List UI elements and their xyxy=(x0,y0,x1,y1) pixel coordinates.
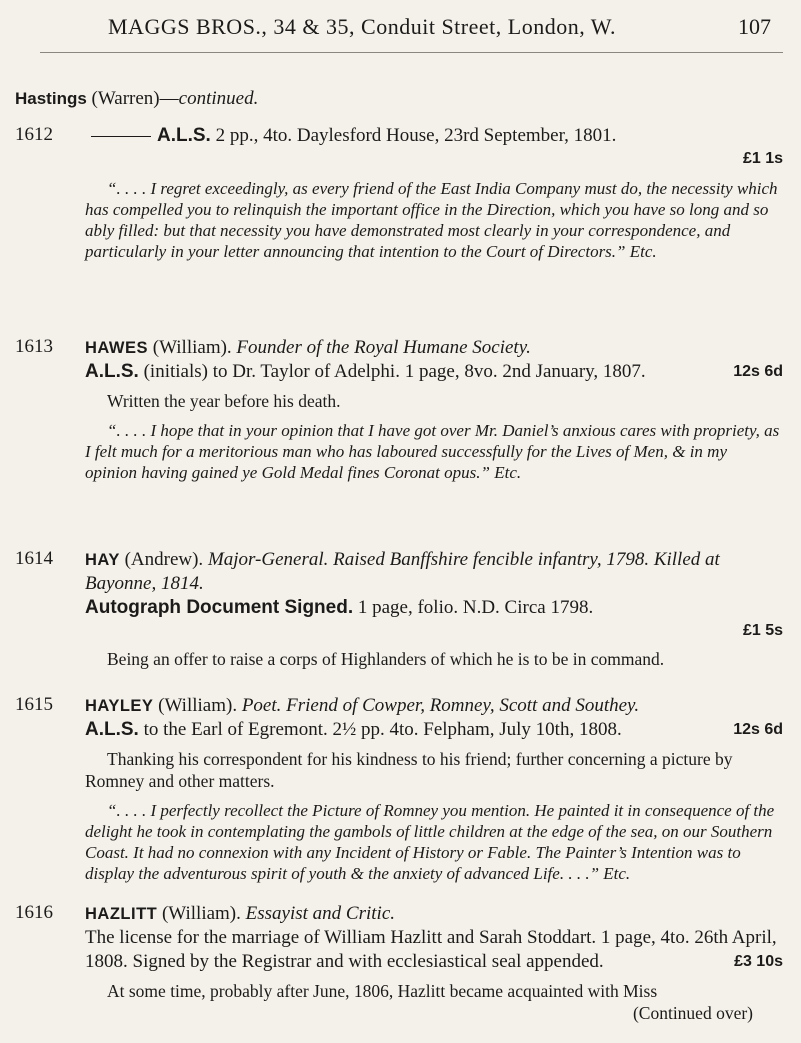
price: £1 5s xyxy=(742,622,783,639)
author-description: Founder of the Royal Humane Society. xyxy=(236,337,531,358)
entry-heading xyxy=(85,336,783,360)
page-number: 107 xyxy=(738,14,771,39)
entry-note: At some time, probably after June, 1806, Hazlitt became acquainted with Miss xyxy=(107,981,658,1001)
entry-description xyxy=(85,596,783,620)
author-name: HAYLEY xyxy=(85,697,154,715)
author-name: HAY xyxy=(85,551,120,569)
entry-note: Thanking his correspondent for his kindness to his friend; further concerning a picture by Romney and other matters. xyxy=(85,749,733,791)
price: £3 10s xyxy=(734,953,783,970)
lot-number: 1616 xyxy=(15,902,53,923)
entry-description xyxy=(85,718,783,742)
author-description: Major-General. Raised Banffshire fencible infantry, 1798. Killed at Bayonne, 1814. xyxy=(85,549,720,594)
entry-heading xyxy=(85,902,783,926)
author-forename: (Andrew). xyxy=(124,549,204,570)
item-details: to the Earl of Egremont. 2½ pp. 4to. Felpham, July 10th, 1808. xyxy=(143,719,622,740)
lot-number: 1614 xyxy=(15,548,53,569)
lot-number: 1615 xyxy=(15,694,53,715)
letter-quote: “. . . . I regret exceedingly, as every friend of the East India Company must do, the necessity which has compelled you to relinquish the important office in the Direction, which you have so long and so ably filled: but that necessity you have demonstrated most clearly in your correspondence, and particularly in your letter announcing that intention to the Court of Directors.” Etc. xyxy=(85,179,778,261)
author-forename: (William). xyxy=(152,337,232,358)
price: 12s 6d xyxy=(733,363,783,380)
continued-heading xyxy=(15,88,258,110)
catalogue-entry xyxy=(15,548,783,670)
ditto-dash xyxy=(91,136,151,137)
author-forename: (William). xyxy=(158,695,238,716)
entry-description xyxy=(85,124,783,148)
catalogue-entry xyxy=(15,902,783,1024)
entry-body xyxy=(85,902,783,1024)
letter-quote: “. . . . I hope that in your opinion that I have got over Mr. Daniel’s anxious cares with propriety, as I felt much for a meritorious man who has laboured successfully for the Lives of Men, & in my opinion having gained ye Gold Medal fines Coronat opus.” Etc. xyxy=(85,421,780,482)
item-details: 1 page, folio. N.D. Circa 1798. xyxy=(357,597,594,618)
entry-heading xyxy=(85,694,783,718)
entry-description xyxy=(85,926,783,974)
entry-body xyxy=(85,694,783,884)
author-name: HAZLITT xyxy=(85,905,158,923)
price: 12s 6d xyxy=(733,721,783,738)
entry-body xyxy=(85,336,783,483)
continued-over-label: (Continued over) xyxy=(632,1003,753,1023)
author-name: HAWES xyxy=(85,339,149,357)
catalogue-entry xyxy=(15,336,783,483)
author-description: Poet. Friend of Cowper, Romney, Scott and Southey. xyxy=(241,695,640,716)
continued-suffix: continued. xyxy=(178,88,259,109)
price: £1 1s xyxy=(742,150,783,167)
document-type: A.L.S. xyxy=(85,361,139,382)
lot-number: 1612 xyxy=(15,124,53,145)
continued-rest: (Warren)— xyxy=(91,88,179,109)
entry-description xyxy=(85,360,783,384)
entry-heading xyxy=(85,548,783,596)
catalogue-entry xyxy=(15,694,783,884)
item-details: The license for the marriage of William Hazlitt and Sarah Stoddart. 1 page, 4to. 26th April, 1808. Signed by the Registrar and with ecclesiastical seal appended. xyxy=(85,927,777,972)
document-type: Autograph Document Signed. xyxy=(85,597,354,618)
entry-note: Being an offer to raise a corps of Highlanders of which he is to be in command. xyxy=(107,649,665,669)
continued-name: Hastings xyxy=(15,89,87,108)
document-type: A.L.S. xyxy=(157,125,211,146)
entry-body xyxy=(85,548,783,670)
entry-note: Written the year before his death. xyxy=(107,391,341,411)
catalogue-entry xyxy=(15,124,783,262)
item-details: 2 pp., 4to. Daylesford House, 23rd September, 1801. xyxy=(215,125,617,146)
header-rule xyxy=(40,52,783,53)
letter-quote: “. . . . I perfectly recollect the Picture of Romney you mention. He painted it in consequence of the delight he took in contemplating the gambols of little children at the edge of the sea, on our Southern Coast. It had no connexion with any Incident of History or Fable. The Painter’s Intention was to display the adventurous spirit of youth & the anxiety of advanced Life. . . .” Etc. xyxy=(85,801,775,883)
item-details: (initials) to Dr. Taylor of Adelphi. 1 page, 8vo. 2nd January, 1807. xyxy=(143,361,646,382)
entry-body xyxy=(85,124,783,262)
lot-number: 1613 xyxy=(15,336,53,357)
running-header: MAGGS BROS., 34 & 35, Conduit Street, London, W. xyxy=(108,14,617,39)
author-forename: (William). xyxy=(161,903,241,924)
document-type: A.L.S. xyxy=(85,719,139,740)
author-description: Essayist and Critic. xyxy=(245,903,396,924)
